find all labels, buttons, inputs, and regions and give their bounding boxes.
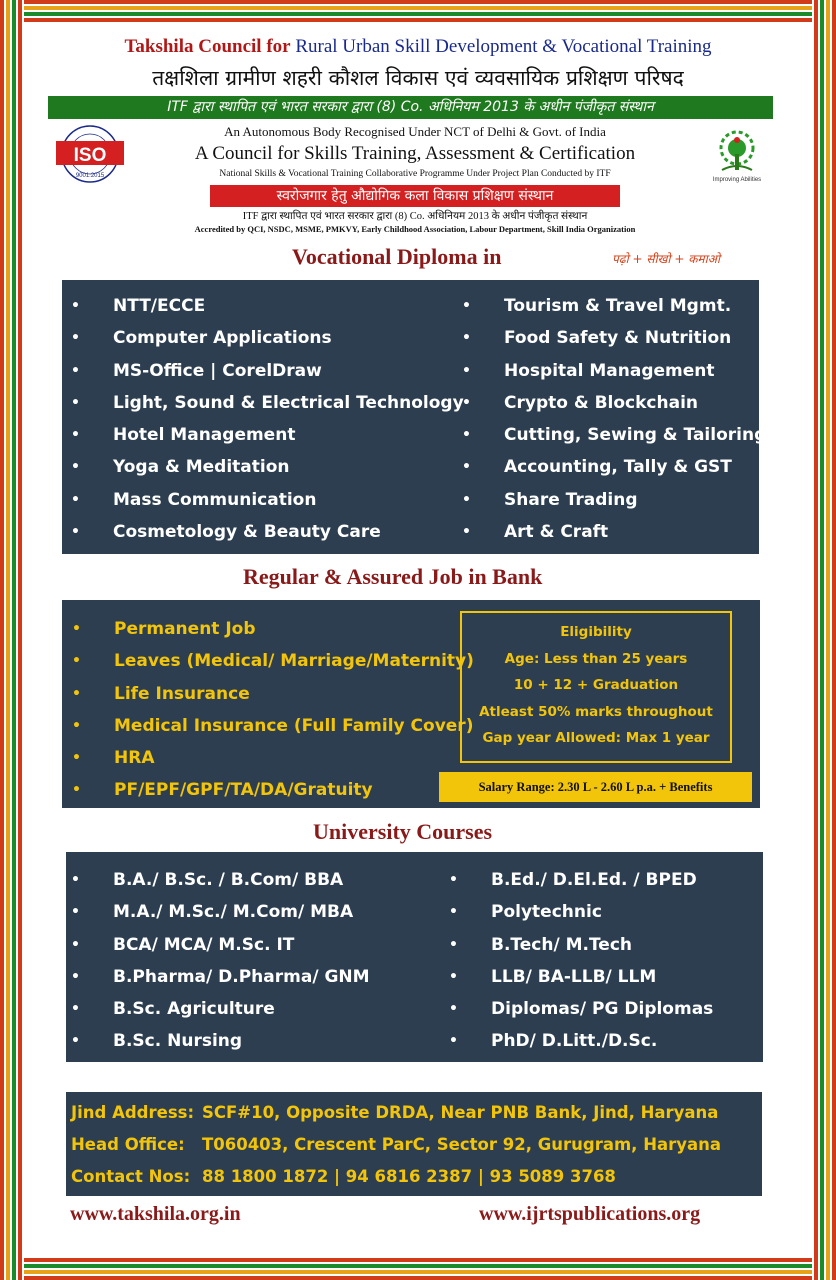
list-item: • B.Tech/ M.Tech	[491, 929, 713, 961]
contact-numbers-label: Contact Nos:	[71, 1167, 191, 1186]
list-item: • B.Sc. Nursing	[113, 1025, 370, 1057]
jind-address-value: SCF#10, Opposite DRDA, Near PNB Bank, Jind, Haryana	[202, 1103, 719, 1122]
list-item: • Food Safety & Nutrition	[504, 322, 766, 354]
vocational-list-right	[504, 290, 766, 548]
list-item: • HRA	[114, 742, 474, 774]
list-item: • M.A./ M.Sc./ M.Com/ MBA	[113, 896, 370, 928]
university-panel	[66, 852, 763, 1062]
council-title-hindi: तक्षशिला ग्रामीण शहरी कौशल विकास एवं व्यवसायिक प्रशिक्षण परिषद	[152, 66, 684, 90]
university-title: University Courses	[313, 819, 493, 844]
head-office-row	[71, 1129, 721, 1161]
list-item: • B.Sc. Agriculture	[113, 993, 370, 1025]
university-list-right	[491, 864, 713, 1058]
eligibility-item: 10 + 12 + Graduation	[513, 677, 679, 693]
contact-numbers-value: 88 1800 1872 | 94 6816 2387 | 93 5089 3768	[202, 1167, 616, 1186]
list-item: • Art & Craft	[504, 516, 766, 548]
list-item: • Hotel Management	[113, 419, 464, 451]
list-item: • Hospital Management	[504, 355, 766, 387]
vocational-title: Vocational Diploma in	[292, 244, 502, 269]
list-item: • Share Trading	[504, 484, 766, 516]
jind-address-label: Jind Address:	[71, 1103, 195, 1122]
vocational-panel	[62, 280, 767, 554]
tree-logo-caption: Improving Abilities	[712, 177, 762, 183]
vocational-list-left	[113, 290, 464, 548]
list-item: • Accounting, Tally & GST	[504, 451, 766, 483]
list-item: • B.Ed./ D.El.Ed. / BPED	[491, 864, 713, 896]
programme-line: National Skills & Vocational Training Collaborative Programme Under Project Plan Conducted by ITF	[219, 169, 611, 179]
list-item: • Cosmetology & Beauty Care	[113, 516, 464, 548]
registration-banner: ITF द्वारा स्थापित एवं भारत सरकार द्वारा (8) Co. अधिनियम 2013 के अधीन पंजीकृत संस्थान	[48, 96, 773, 119]
list-item: • BCA/ MCA/ M.Sc. IT	[113, 929, 370, 961]
bank-benefits-list	[114, 613, 474, 807]
salary-range-badge: Salary Range: 2.30 L - 2.60 L p.a. + Benefits	[439, 772, 752, 802]
list-item: • Diplomas/ PG Diplomas	[491, 993, 713, 1025]
iso-logo-year: 9001:2015	[75, 173, 105, 179]
eligibility-item: Age: Less than 25 years	[504, 650, 688, 667]
list-item: • Polytechnic	[491, 896, 713, 928]
list-item: • Crypto & Blockchain	[504, 387, 766, 419]
bank-panel	[62, 600, 760, 808]
border-bottom	[0, 1254, 836, 1280]
jind-address-row	[71, 1097, 718, 1129]
slogan: पढ़ो + सीखो + कमाओ	[612, 252, 720, 266]
list-item: • Leaves (Medical/ Marriage/Maternity)	[114, 645, 474, 677]
registration-line: ITF द्वारा स्थापित एवं भारत सरकार द्वारा (8) Co. अधिनियम 2013 के अधीन पंजीकृत संस्थान	[242, 211, 588, 222]
list-item: • Yoga & Meditation	[113, 451, 464, 483]
list-item: • NTT/ECCE	[113, 290, 464, 322]
council-title-rest: Rural Urban Skill Development & Vocational Training	[290, 36, 712, 57]
council-tagline: A Council for Skills Training, Assessment & Certification	[194, 143, 636, 164]
council-title-bold: Takshila Council for	[124, 36, 291, 57]
eligibility-box	[460, 611, 732, 763]
recognition-line: An Autonomous Body Recognised Under NCT of Delhi & Govt. of India	[224, 124, 606, 139]
list-item: • Permanent Job	[114, 613, 474, 645]
head-office-value: T060403, Crescent ParC, Sector 92, Gurugram, Haryana	[202, 1135, 722, 1154]
list-item: • Life Insurance	[114, 678, 474, 710]
eligibility-item: Atleast 50% marks throughout	[479, 703, 713, 720]
website-link-ijrts[interactable]: www.ijrtspublications.org	[479, 1203, 701, 1225]
border-left	[0, 0, 24, 1280]
website-link-takshila[interactable]: www.takshila.org.in	[70, 1203, 241, 1225]
list-item: • MS-Office | CorelDraw	[113, 355, 464, 387]
list-item: • Cutting, Sewing & Tailoring	[504, 419, 766, 451]
list-item: • PF/EPF/GPF/TA/DA/Gratuity	[114, 774, 474, 806]
council-title-english	[40, 36, 796, 58]
list-item: • Light, Sound & Electrical Technology	[113, 387, 464, 419]
iso-logo-text: ISO	[73, 145, 107, 166]
eligibility-heading: Eligibility	[560, 624, 632, 640]
border-top	[0, 0, 836, 24]
list-item: • B.Pharma/ D.Pharma/ GNM	[113, 961, 370, 993]
contact-panel	[66, 1092, 762, 1196]
border-right	[812, 0, 836, 1280]
contact-numbers-row	[71, 1161, 616, 1193]
list-item: • LLB/ BA-LLB/ LLM	[491, 961, 713, 993]
list-item: • Computer Applications	[113, 322, 464, 354]
list-item: • PhD/ D.Litt./D.Sc.	[491, 1025, 713, 1057]
list-item: • Medical Insurance (Full Family Cover)	[114, 710, 474, 742]
list-item: • B.A./ B.Sc. / B.Com/ BBA	[113, 864, 370, 896]
eligibility-item: Gap year Allowed: Max 1 year	[482, 730, 710, 746]
institute-banner: स्वरोजगार हेतु औद्योगिक कला विकास प्रशिक्षण संस्थान	[210, 185, 620, 207]
bank-title: Regular & Assured Job in Bank	[243, 564, 543, 589]
list-item: • Mass Communication	[113, 484, 464, 516]
head-office-label: Head Office:	[71, 1135, 185, 1154]
accreditation-line: Accredited by QCI, NSDC, MSME, PMKVY, Early Childhood Association, Labour Department, Skill India Organization	[194, 224, 636, 234]
university-list-left	[113, 864, 370, 1058]
list-item: • Tourism & Travel Mgmt.	[504, 290, 766, 322]
